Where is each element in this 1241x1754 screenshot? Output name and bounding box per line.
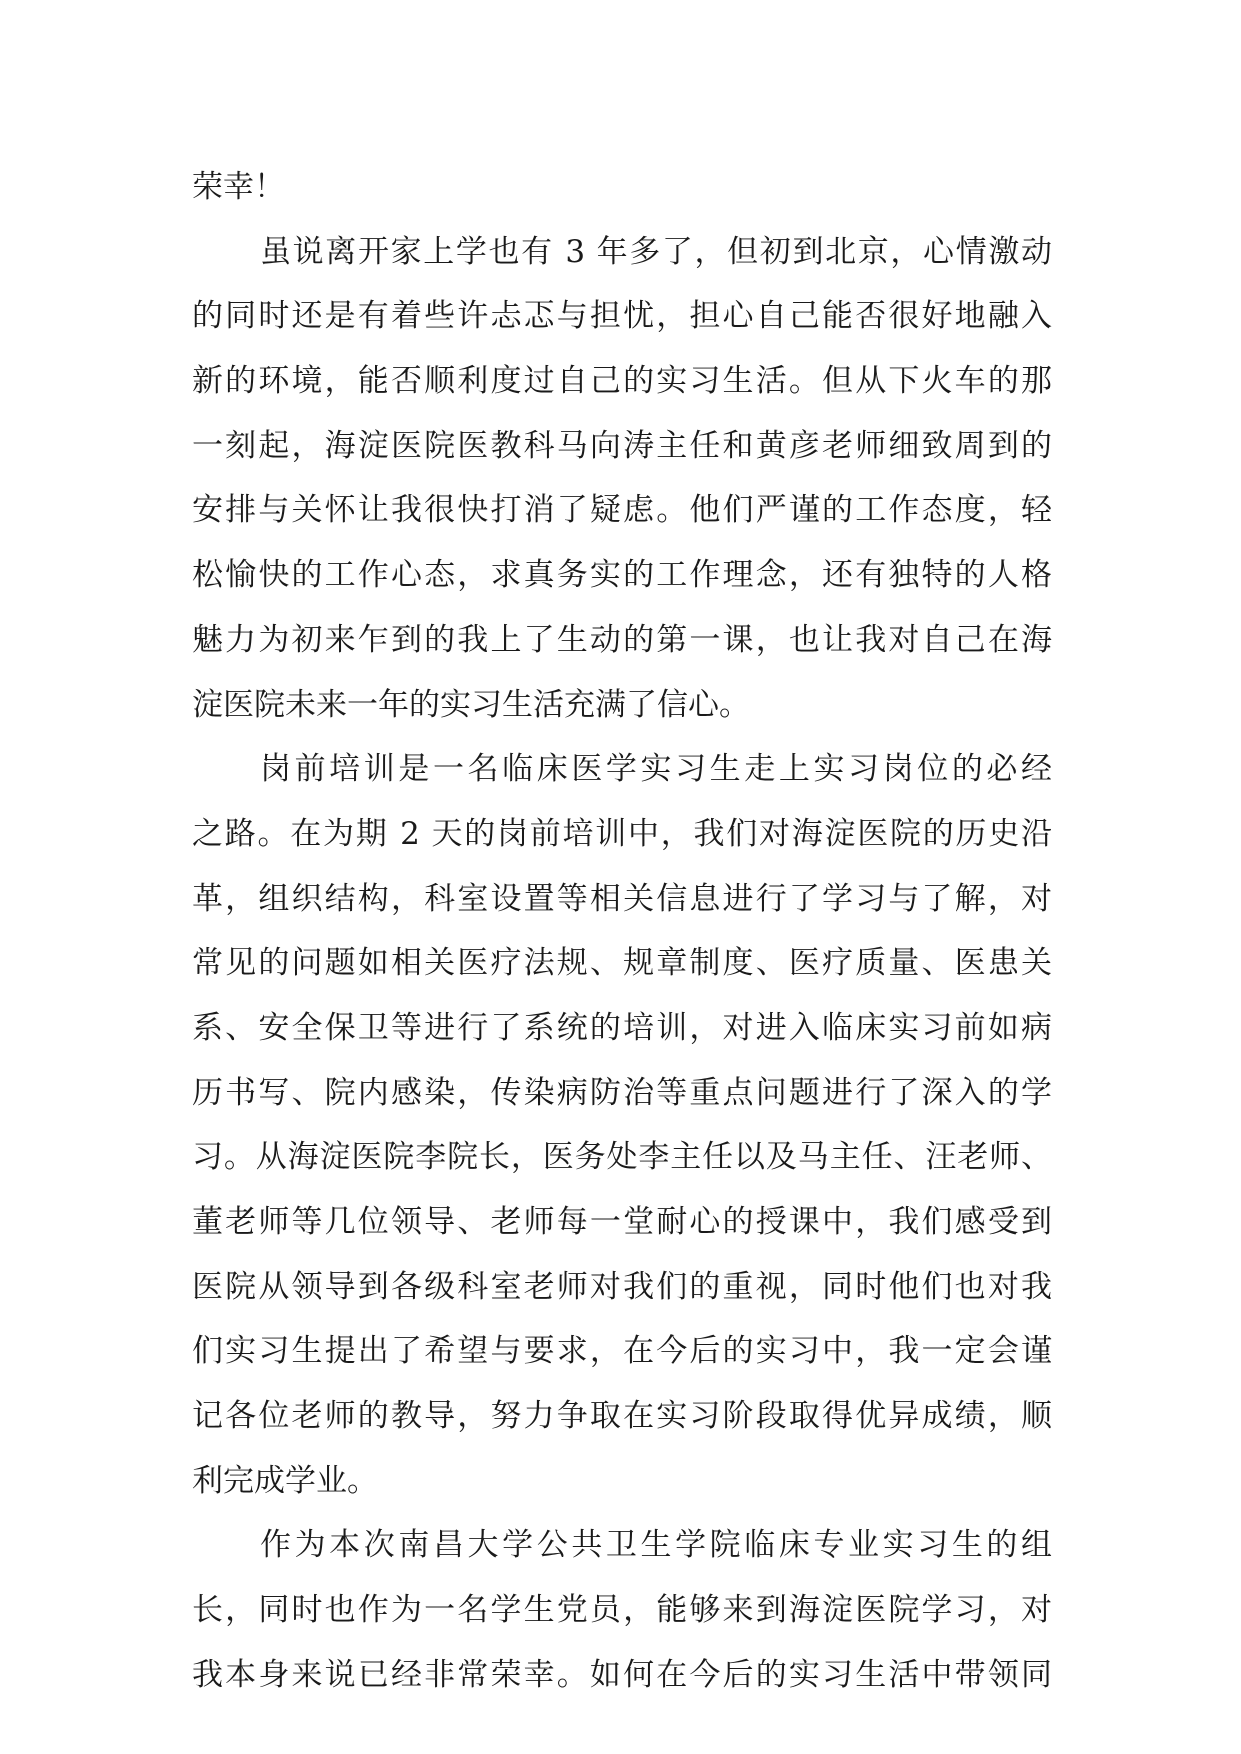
- text-line: 系、安全保卫等进行了系统的培训，对进入临床实习前如病: [192, 1009, 1052, 1046]
- paragraph-first-line: 虽说离开家上学也有 3 年多了，但初到北京，心情激动: [260, 233, 1052, 270]
- text-line: 魅力为初来乍到的我上了生动的第一课，也让我对自己在海: [192, 621, 1052, 658]
- text-line: 们实习生提出了希望与要求，在今后的实习中，我一定会谨: [192, 1333, 1052, 1370]
- text-line: 记各位老师的教导，努力争取在实习阶段取得优异成绩，顺: [192, 1398, 1052, 1435]
- text-line: 之路。在为期 2 天的岗前培训中，我们对海淀医院的历史沿: [192, 815, 1052, 852]
- text-line: 革，组织结构，科室设置等相关信息进行了学习与了解，对: [192, 880, 1052, 917]
- text-line: 安排与关怀让我很快打消了疑虑。他们严谨的工作态度，轻: [192, 492, 1052, 529]
- paragraph-first-line: 作为本次南昌大学公共卫生学院临床专业实习生的组: [260, 1527, 1052, 1564]
- text-line: 我本身来说已经非常荣幸。如何在今后的实习生活中带领同: [192, 1656, 1052, 1693]
- text-line: 习。从海淀医院李院长，医务处李主任以及马主任、汪老师、: [192, 1139, 1052, 1176]
- body-text: [192, 155, 1052, 1708]
- text-line: 常见的问题如相关医疗法规、规章制度、医疗质量、医患关: [192, 945, 1052, 982]
- text-line: 的同时还是有着些许忐忑与担忧，担心自己能否很好地融入: [192, 298, 1052, 335]
- text-line: 长，同时也作为一名学生党员，能够来到海淀医院学习，对: [192, 1592, 1052, 1629]
- text-line: 新的环境，能否顺利度过自己的实习生活。但从下火车的那: [192, 363, 1052, 400]
- text-line: 松愉快的工作心态，求真务实的工作理念，还有独特的人格: [192, 557, 1052, 594]
- text-line: 一刻起，海淀医院医教科马向涛主任和黄彦老师细致周到的: [192, 427, 1052, 464]
- paragraph-first-line: 岗前培训是一名临床医学实习生走上实习岗位的必经: [260, 751, 1052, 788]
- text-line: 董老师等几位领导、老师每一堂耐心的授课中，我们感受到: [192, 1204, 1052, 1240]
- text-line: 历书写、院内感染，传染病防治等重点问题进行了深入的学: [192, 1074, 1052, 1111]
- text-line: 淀医院未来一年的实习生活充满了信心。: [192, 686, 750, 723]
- text-line: 利完成学业。: [192, 1462, 378, 1499]
- text-line: 荣幸！: [192, 169, 285, 205]
- text-line: 医院从领导到各级科室老师对我们的重视，同时他们也对我: [192, 1268, 1052, 1305]
